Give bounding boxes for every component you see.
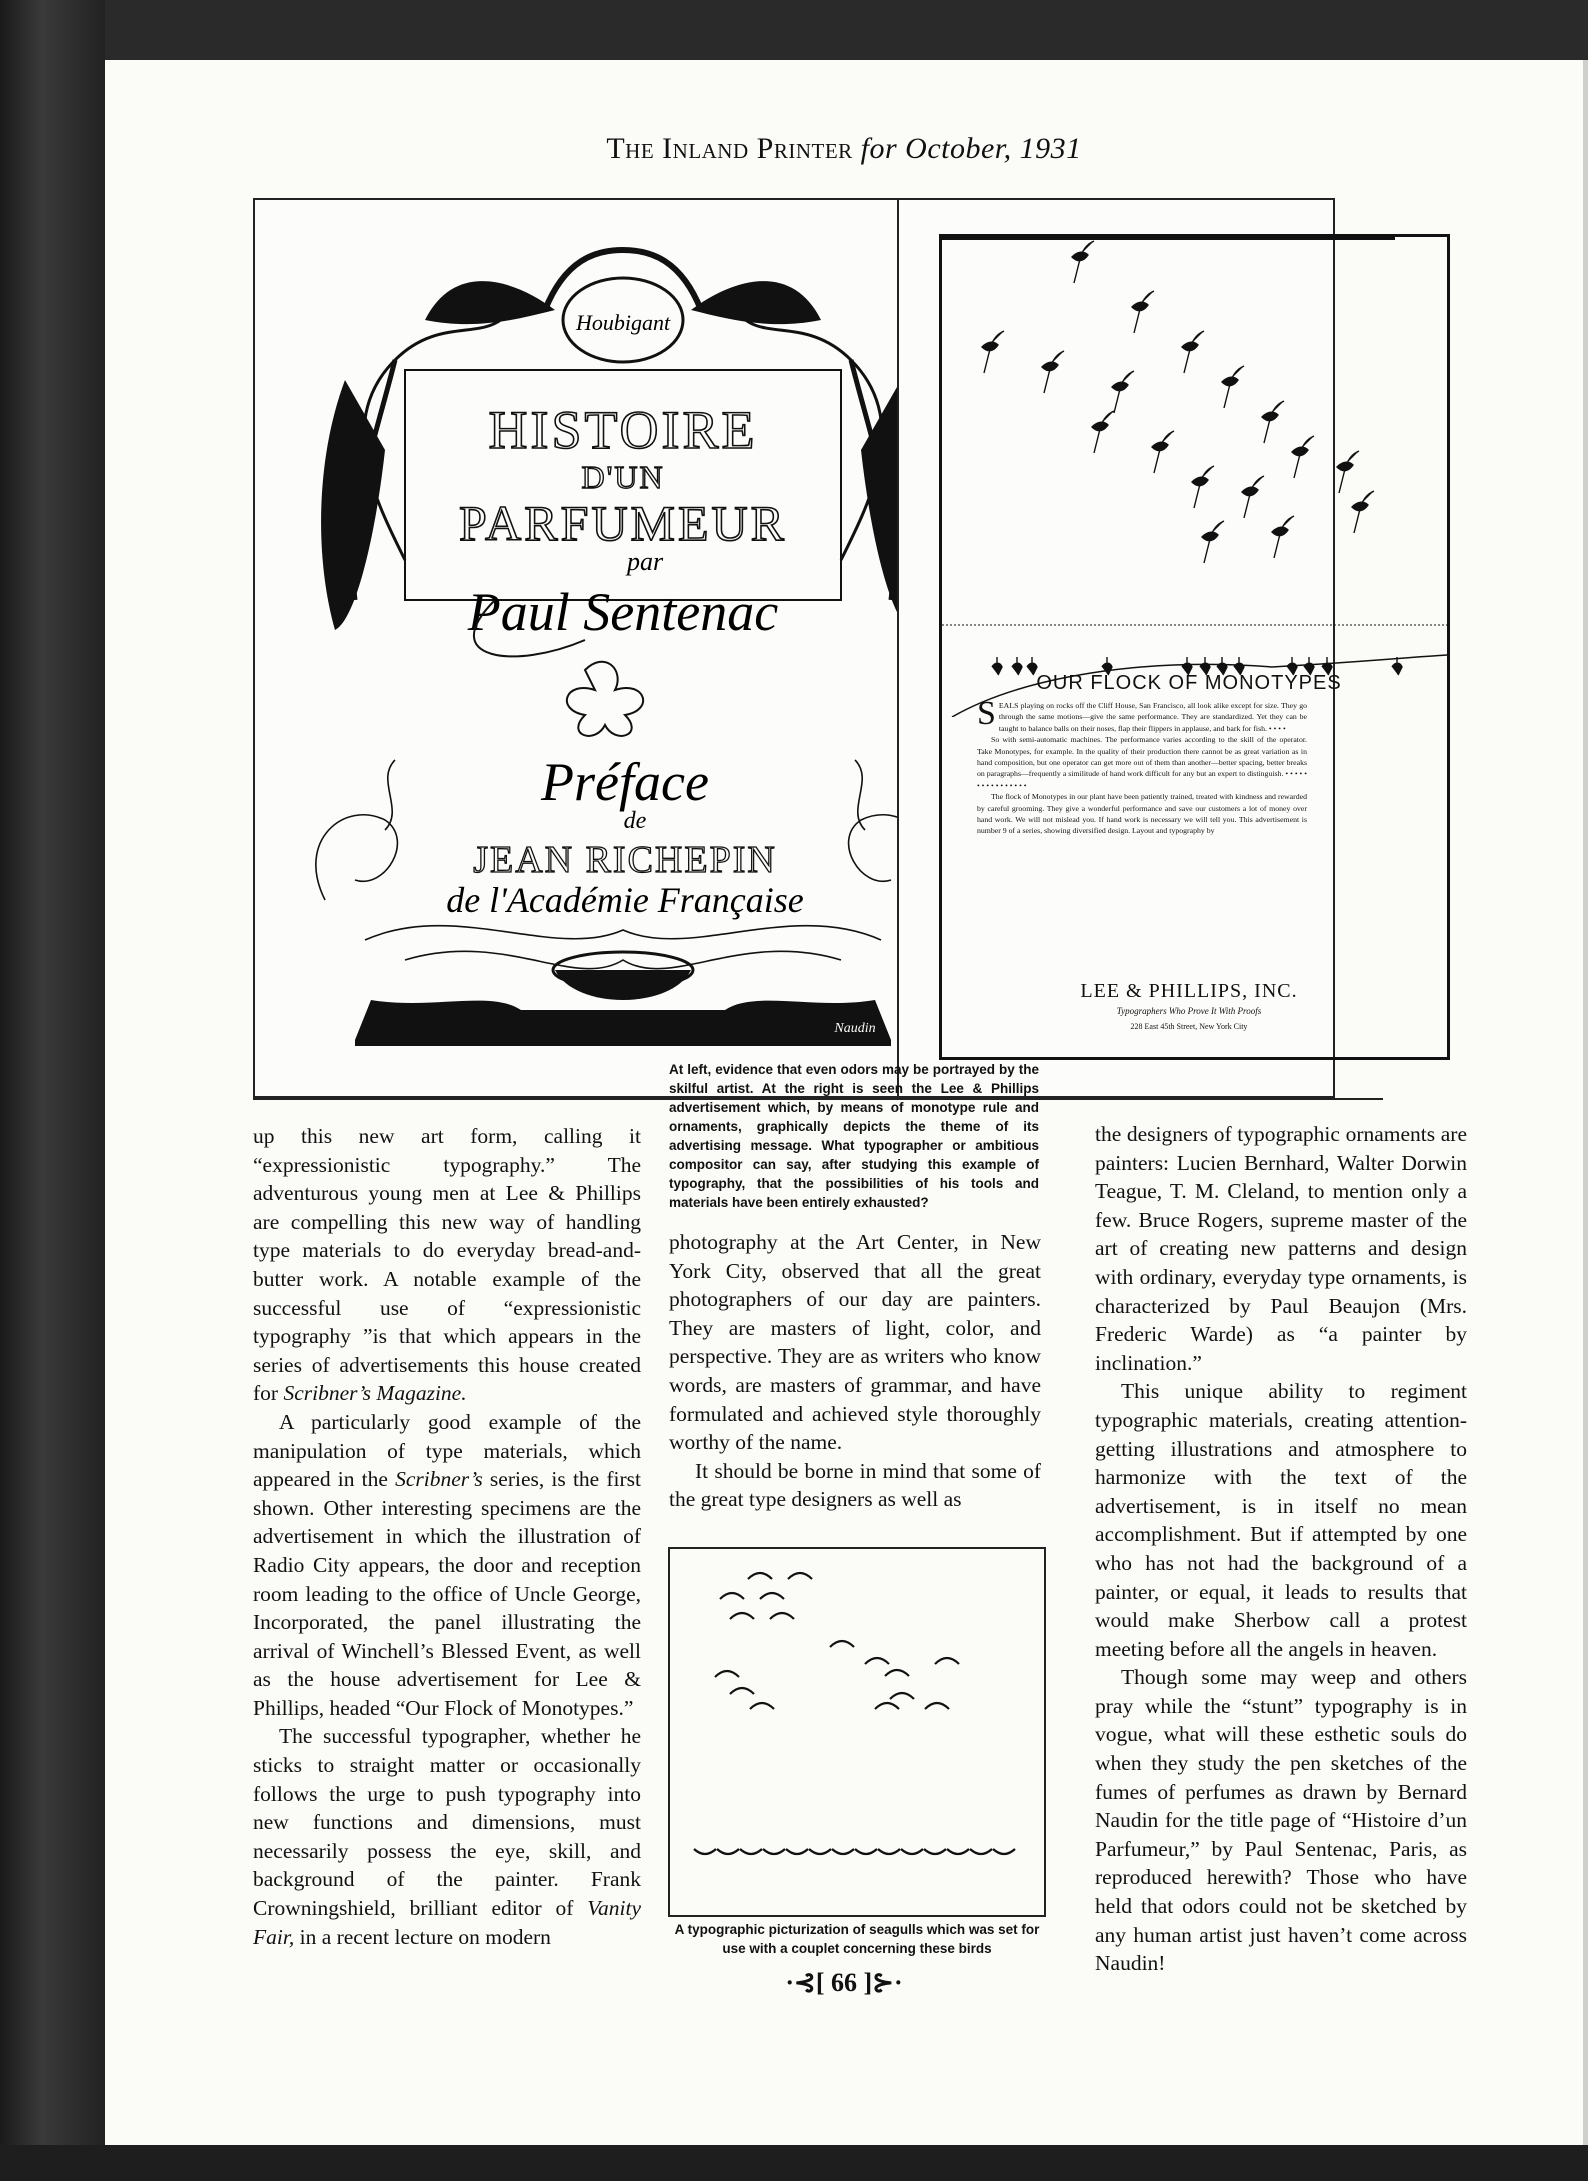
bird-ornament [1072, 241, 1094, 283]
wave-mark [832, 1849, 854, 1854]
preface-author: JEAN RICHEPIN [473, 839, 777, 881]
page-folio [105, 1968, 1583, 1998]
col1-p1-text: up this new art form, calling it “expressionistic typography.” The adventurous young men at Lee & Phillips are compelling this new way of handling type materials to do everyday bread-and-butter work. A notable example of the successful use of “expressionistic typography ”is that which appears in the series of advertisements this house created for [253, 1124, 641, 1406]
text-column-3 [1095, 1120, 1467, 1978]
wave-mark [901, 1849, 923, 1854]
seagull-mark [730, 1688, 754, 1694]
wave-mark [763, 1849, 785, 1854]
col1-paragraph-1 [253, 1122, 641, 1408]
wave-mark [694, 1849, 716, 1854]
seagull-mark [935, 1658, 959, 1664]
wave-mark [924, 1849, 946, 1854]
page-number: 66 [831, 1968, 857, 1997]
col1-p3-text-a: The successful typographer, whether he sticks to straight matter or occasionally follows the urge to push typography into new functions and dimensions, must necessarily possess the eye, skill, and background of the painter. Frank Crowningshield, brilliant editor of [253, 1724, 641, 1921]
col1-p3-text-b: in a recent lecture on modern [299, 1924, 551, 1949]
text-column-2 [669, 1228, 1041, 1514]
col1-p2-text-a: A particularly good example of the manipulation of type materials, which appeared in the [253, 1409, 641, 1492]
col3-paragraph-2: This unique ability to regiment typographic materials, creating attention-getting illustrations and atmosphere to harmonize with the text of the advertisement, is in itself no mean accomplishment. But if attempted by one who has not had the background of a painter, or equal, it leads to results that would make Sherbow call a protest meeting before all the angels in heaven. [1095, 1379, 1467, 1661]
title-par: par [626, 547, 664, 576]
seagull-mark [720, 1593, 744, 1599]
seagull-mark [875, 1703, 899, 1709]
ad-body-p2: So with semi-automatic machines. The performance varies according to the skill of the operator. Take Monotypes, for example. In the quality of their production there cannot be as great variation as in hand composition, but one operator can get more out of them than another—better spacing, better breaks on paragraphs—frequently a similitude of hand work difficult for any but an expert to distinguish. • • • • • • • • • • • • • • • • [977, 735, 1307, 790]
col3-paragraph-3: Though some may weep and others pray while the “stunt” typography is in vogue, what will these esthetic souls do when they study the pen sketches of the fumes of perfumes as drawn by Bernard Naudin for the title page of “Histoire d’un Parfumeur,” by Paul Sentenac, Paris, as reproduced herewith? Those who have held that odors could not be sketched by any human artist just haven’t come across Naudin! [1095, 1665, 1467, 1976]
bird-ornament [982, 331, 1004, 373]
ad-body-p1-text: EALS playing on rocks off the Cliff House, San Francisco, all look alike except for size. They go through the same motions—give the same performance. They are standardized. Yet they can be taught to balance balls on their noses, flap their flippers in applause, and bark for fish. • • • • [998, 701, 1307, 733]
folio-ornament-right: ]⊱· [857, 1968, 903, 1997]
bird-ornament [1092, 411, 1114, 453]
title-author: Paul Sentenac [467, 582, 779, 642]
bird-ornament [1242, 476, 1264, 518]
preface-label: Préface [541, 752, 709, 812]
col1-p2-italic: Scribner’s [395, 1467, 483, 1492]
running-head [105, 132, 1583, 166]
magazine-page [105, 60, 1583, 2145]
ad-company: LEE & PHILLIPS, INC. [1080, 980, 1298, 1002]
seagull-mark [865, 1658, 889, 1664]
scan-edge [0, 0, 105, 2181]
bird-ornament [1042, 351, 1064, 393]
seagull-mark [750, 1703, 774, 1709]
seagull-figure [670, 1549, 1044, 1915]
seagull-mark [925, 1703, 949, 1709]
houbigant-cartouche: Houbigant [575, 310, 671, 335]
caption-bottom: A typographic picturization of seagulls which was set for use with a couplet concerning these birds [674, 1922, 1040, 1956]
seagull-mark [748, 1573, 772, 1579]
seagull-mark [890, 1693, 914, 1699]
bird-ornament [1222, 366, 1244, 408]
flock-ornaments [942, 237, 1447, 717]
wave-mark [993, 1849, 1015, 1854]
artist-signature: Naudin [834, 1021, 876, 1036]
ad-title: OUR FLOCK OF MONOTYPES [1036, 672, 1342, 694]
wave-mark [809, 1849, 831, 1854]
wave-mark [786, 1849, 808, 1854]
bird-ornament [1337, 451, 1359, 493]
wave-mark [740, 1849, 762, 1854]
wave-mark [717, 1849, 739, 1854]
ad-address: 228 East 45th Street, New York City [1130, 1022, 1248, 1031]
col2-paragraph-1: photography at the Art Center, in New York City, observed that all the great photographers of our day are painters. They are masters of light, color, and perspective. They are as writers who know words, are masters of grammar, and have formulated and achieved style thoroughly worthy of the name. [669, 1230, 1041, 1455]
seagull-mark [770, 1613, 794, 1619]
col1-paragraph-3 [253, 1722, 641, 1951]
bird-ornament [1112, 371, 1134, 413]
seagull-mark [788, 1573, 812, 1579]
col1-p3-italic: Vanity Fair, [253, 1896, 641, 1949]
title-dun: D'UN [581, 459, 665, 495]
folio-ornament-left: ·⊰[ [785, 1968, 831, 1997]
preface-academy: de l'Académie Française [446, 880, 804, 920]
wave-mark [970, 1849, 992, 1854]
seagull-mark [715, 1671, 739, 1677]
preface-de: de [623, 808, 647, 834]
seagull-mark [885, 1670, 909, 1676]
seagull-figure-frame [668, 1547, 1046, 1917]
caption-top: At left, evidence that even odors may be portrayed by the skilful artist. At the right is seen the Lee & Phillips advertisement which, by means of monotype rule and ornaments, graphically depicts the theme of its advertising message. What typographer or ambitious compositor can say, after studying this example of typography, that the possibilities of his tools and materials have been entirely exhausted? [669, 1062, 1039, 1210]
wave-mark [878, 1849, 900, 1854]
perfume-title-page-frame [253, 198, 993, 1098]
bird-ornament [1352, 491, 1374, 533]
ad-body-p1 [977, 695, 1307, 734]
bird-ornament [1262, 401, 1284, 443]
col1-paragraph-2 [253, 1408, 641, 1723]
wave-mark [947, 1849, 969, 1854]
running-head-title: The Inland Printer [606, 132, 853, 165]
bird-ornament [1272, 516, 1294, 558]
col2-paragraph-2: It should be borne in mind that some of the great type designers as well as [669, 1458, 1041, 1512]
scan-bottom-edge [0, 2145, 1588, 2181]
bird-ornament [1182, 331, 1204, 373]
text-column-1 [253, 1122, 641, 1951]
ad-dropcap: S [977, 695, 996, 732]
col3-paragraph-1: the designers of typographic ornaments are painters: Lucien Bernhard, Walter Dorwin Teague, T. M. Cleland, to mention only a few. Bruce Rogers, supreme master of the art of creating new patterns and design with ordinary, everyday type ornaments, is characterized by Paul Beaujon (Mrs. Frederic Warde) as “a painter by inclination.” [1095, 1122, 1467, 1375]
bird-ornament [1292, 436, 1314, 478]
title-histoire: HISTOIRE [488, 400, 758, 460]
flower-ornament [567, 662, 643, 736]
bird-ornament [1202, 521, 1224, 563]
wave-mark [855, 1849, 877, 1854]
perfume-title-page-illustration [255, 200, 991, 1096]
seagull-mark [830, 1641, 854, 1647]
ad-body-p3: The flock of Monotypes in our plant have been patiently trained, treated with kindness and rewarded by careful grooming. They give a wonderful performance and save our customers a lot of money over hand work. We will not mislead you. If hand work is necessary we will tell you. This advertisement is number 9 of a series, showing diversified design. Layout and typography by [977, 792, 1307, 836]
running-head-date: for October, 1931 [860, 132, 1082, 165]
ad-tagline: Typographers Who Prove It With Proofs [1116, 1006, 1262, 1016]
seagull-mark [760, 1593, 784, 1599]
bird-ornament [1192, 466, 1214, 508]
col1-p2-text-b: series, is the first shown. Other interesting specimens are the advertisement in which the illustration of Radio City appears, the door and reception room leading to the office of Uncle George, Incorporated, the panel illustrating the arrival of Winchell’s Blessed Event, as well as the house advertisement for Lee & Phillips, headed “Our Flock of Monotypes.” [253, 1467, 642, 1720]
ad-body [977, 695, 1307, 837]
col1-p1-italic: Scribner’s Magazine. [283, 1381, 467, 1406]
title-parfumeur: PARFUMEUR [458, 495, 788, 551]
seagull-mark [730, 1613, 754, 1619]
bird-ornament [1132, 291, 1154, 333]
bird-ornament [1152, 431, 1174, 473]
